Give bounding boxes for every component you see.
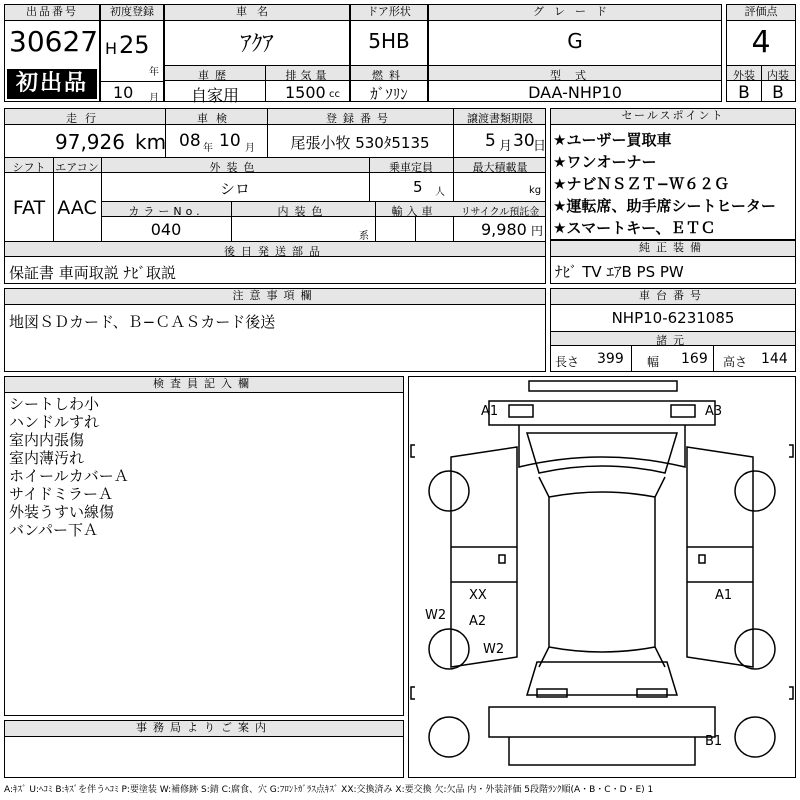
reg-month-unit: 月: [149, 93, 159, 104]
exterior-grade: B: [738, 83, 750, 103]
exterior-label: 外装: [733, 69, 755, 82]
inspector-note: バンパー下Ａ: [9, 521, 98, 539]
inspector-notes-box: [4, 376, 404, 716]
history: 自家用: [190, 86, 239, 105]
transfer-month-unit: 月: [499, 139, 513, 154]
inspector-note: 外装うすい線傷: [9, 503, 115, 521]
interior-label: 内装: [767, 69, 789, 82]
length: 399: [597, 351, 624, 367]
shift: FAT: [12, 197, 46, 219]
lot-number-box: [4, 4, 100, 102]
standard-equipment: ﾅﾋﾞ TV ｴｱB PS PW: [555, 263, 684, 281]
reg-year: 25: [119, 31, 150, 59]
color-no-label: カラーNo.: [128, 205, 204, 218]
chassis-number: NHP10-6231085: [611, 309, 735, 327]
mileage-unit: km: [135, 130, 167, 154]
capacity-unit: 人: [435, 187, 445, 198]
inspector-note: ホイールカバーＡ: [9, 467, 129, 485]
damage-mark: A3: [705, 404, 723, 419]
recycle-label: リサイクル預託金: [460, 207, 540, 218]
door-label: ドア形状: [351, 5, 427, 21]
caution-box: [4, 288, 546, 372]
office-notice-box: [4, 720, 404, 778]
lot-number-label: 出品番号: [5, 5, 99, 21]
car-name-box: [164, 4, 350, 105]
damage-mark: XX: [469, 588, 487, 603]
mileage: 97,926: [55, 130, 125, 154]
shift-label: シフト: [12, 161, 46, 174]
lot-number: 30627: [9, 25, 99, 58]
recycle-fee-unit: 円: [531, 224, 544, 238]
later-parts: 保証書 車両取説 ﾅﾋﾞ取説: [9, 264, 177, 282]
model: DAA-NHP10: [528, 83, 622, 102]
caution-text: 地図ＳＤカード、Ｂ−ＣＡＳカード後送: [9, 313, 276, 331]
capacity-label: 乗車定員: [389, 161, 433, 174]
sales-points-label: セールスポイント: [551, 109, 795, 125]
inspection-year-unit: 年: [203, 143, 213, 154]
first-registration-box: [100, 4, 164, 102]
caution-label: 注意事項欄: [5, 289, 545, 305]
score-box: [726, 4, 796, 102]
displacement-unit: cc: [329, 89, 340, 100]
first-listing-badge: 初出品: [7, 69, 97, 99]
office-notice-label: 事務局よりご案内: [5, 721, 403, 737]
capacity: 5: [413, 178, 423, 196]
inspection-year: 08: [179, 131, 201, 151]
height: 144: [761, 351, 788, 367]
chassis-box: [550, 288, 796, 372]
interior-grade: B: [772, 83, 784, 103]
inspector-note: 室内内張傷: [9, 431, 85, 449]
damage-mark: W2: [483, 642, 505, 657]
inspector-note: 室内薄汚れ: [9, 449, 85, 467]
reg-month: 10: [113, 83, 134, 102]
inspection-month: 10: [219, 131, 241, 151]
car-name-label: 車名: [165, 5, 349, 21]
standard-equipment-label: 純正装備: [551, 241, 795, 257]
max-load-unit: kg: [529, 185, 542, 196]
width-label: 幅: [647, 355, 660, 369]
interior-color-unit: 系: [359, 231, 369, 242]
max-load-label: 最大積載量: [472, 161, 528, 174]
grade-box: [428, 4, 722, 102]
car-name: ｱｸｱ: [240, 32, 274, 57]
first-reg-label: 初度登録: [101, 5, 163, 21]
inspector-note: シートしわ小: [9, 395, 100, 413]
damage-mark: A1: [481, 404, 499, 419]
inspector-note: サイドミラーＡ: [9, 485, 113, 503]
sales-point: ★運転席、助手席シートヒーター: [553, 197, 776, 215]
width: 169: [681, 351, 708, 367]
sales-point: ★ユーザー買取車: [553, 131, 672, 149]
transfer-deadline-label: 譲渡書類期限: [467, 112, 533, 125]
length-label: 長さ: [555, 355, 580, 369]
transfer-month: 5: [485, 131, 496, 151]
score: 4: [751, 25, 771, 60]
displacement: 1500: [285, 83, 326, 102]
damage-mark: A1: [715, 588, 733, 603]
later-parts-label: 後日発送部品: [224, 245, 326, 258]
ac-label: エアコン: [55, 161, 99, 174]
car-damage-diagram: [408, 376, 796, 778]
exterior-color: シロ: [219, 180, 250, 198]
transfer-day-unit: 日: [533, 139, 547, 154]
inspection-label: 車検: [197, 112, 235, 125]
interior-color-label: 内装色: [277, 205, 329, 218]
fuel: ｶﾞｿﾘﾝ: [370, 85, 408, 103]
color-no: 040: [150, 220, 182, 239]
height-label: 高さ: [723, 355, 748, 369]
inspector-notes-label: 検査員記入欄: [5, 377, 403, 393]
grade: G: [567, 29, 583, 53]
sales-point: ★ナビＮＳＺＴ−Ｗ６２Ｇ: [553, 175, 730, 193]
door: 5HB: [368, 29, 410, 53]
chassis-label: 車台番号: [551, 289, 795, 305]
grade-label: グレード: [429, 5, 721, 21]
standard-equipment-box: [550, 240, 796, 284]
era: H: [105, 39, 118, 58]
sales-point: ★ワンオーナー: [553, 153, 657, 171]
history-label: 車歴: [198, 69, 232, 82]
import-label: 輸入車: [391, 205, 437, 218]
inspector-note: ハンドルすれ: [9, 413, 100, 431]
displacement-label: 排気量: [285, 69, 331, 82]
damage-mark: A2: [469, 614, 487, 629]
details-box: [4, 108, 546, 284]
reg-year-unit: 年: [149, 67, 159, 78]
damage-mark: B1: [705, 734, 723, 749]
damage-mark: W2: [425, 608, 447, 623]
ac: AAC: [57, 197, 97, 219]
registration-number: 尾張小牧 530ﾀ5135: [290, 134, 430, 152]
recycle-fee: 9,980: [481, 220, 527, 239]
model-label: 型式: [550, 69, 600, 82]
inspection-month-unit: 月: [245, 143, 255, 154]
sales-point: ★スマートキー、ＥＴＣ: [553, 219, 716, 237]
fuel-label: 燃料: [372, 69, 406, 82]
door-box: [350, 4, 428, 102]
registration-label: 登録番号: [326, 112, 394, 125]
score-label: 評価点: [727, 5, 795, 21]
sales-points-box: [550, 108, 796, 240]
car-outline-diagram: [409, 377, 795, 777]
transfer-day: 30: [513, 131, 535, 151]
mileage-label: 走行: [66, 112, 104, 125]
exterior-color-label: 外装色: [209, 161, 261, 174]
dims-label: 諸元: [656, 334, 690, 347]
legend-text: A:ｷｽﾞ U:ﾍｺﾐ B:ｷｽﾞを伴うﾍｺﾐ P:要塗装 W:補修跡 S:錆 C:腐食、穴 G:ﾌﾛﾝﾄｶﾞﾗｽ点ｷｽﾞ XX:交換済み X:要交換 欠:欠品 内・外装評価 5段階ﾗﾝｸ順(A・B・C・D・E) 1: [4, 785, 654, 795]
